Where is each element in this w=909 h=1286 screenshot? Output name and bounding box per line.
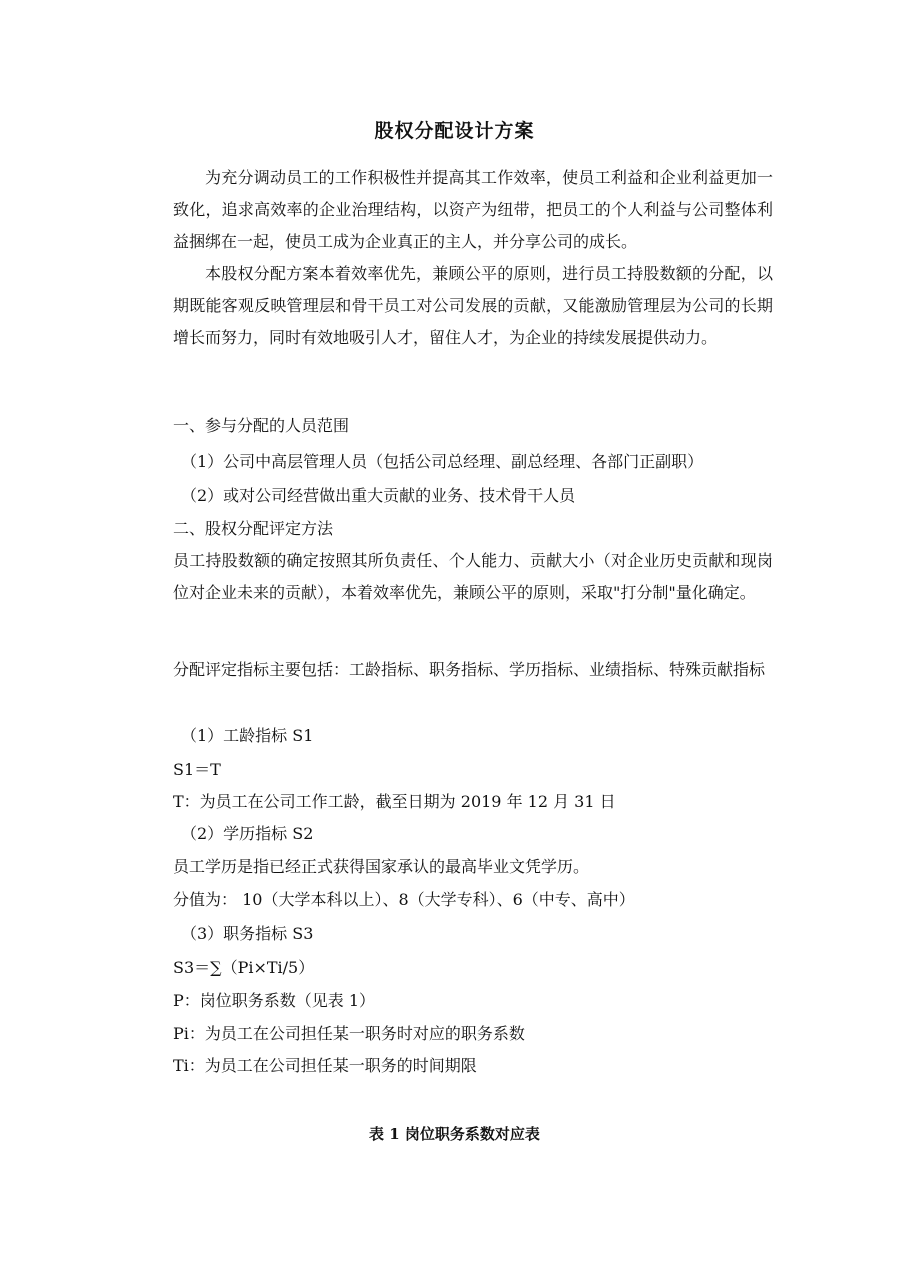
indicator-s1-heading: （1）工龄指标 S1: [181, 726, 314, 745]
intro-paragraph-2: 本股权分配方案本着效率优先，兼顾公平的原则，进行员工持股数额的分配，以期既能客观反映管理层和骨干员工对公司发展的贡献，又能激励管理层为公司的长期增长而努力，同时有效地吸引人才，留住人才，为企业的持续发展提供动力。: [173, 264, 773, 347]
intro-paragraph-1: 为充分调动员工的工作积极性并提高其工作效率，使员工利益和企业利益更加一致化，追求高效率的企业治理结构，以资产为纽带，把员工的个人利益与公司整体利益捆绑在一起，使员工成为企业真正的主人，并分享公司的成长。: [173, 168, 773, 251]
indicator-s1-definition: T：为员工在公司工作工龄，截至日期为 2019 年 12 月 31 日: [173, 792, 616, 811]
section-2-paragraph-2: 分配评定指标主要包括：工龄指标、职务指标、学历指标、业绩指标、特殊贡献指标: [173, 660, 766, 679]
indicator-s3-formula: S3＝∑（Pi×Ti/5）: [173, 958, 315, 977]
intro-block: [173, 162, 773, 354]
section-1-item-2: （2）或对公司经营做出重大贡献的业务、技术骨干人员: [181, 486, 576, 505]
indicator-s1-formula: S1＝T: [173, 760, 221, 779]
section-1-item-1: （1）公司中高层管理人员（包括公司总经理、副总经理、各部门正副职）: [181, 452, 704, 471]
indicator-s3-p-definition: P：岗位职务系数（见表 1）: [173, 991, 376, 1010]
document-title: 股权分配设计方案: [374, 120, 535, 142]
indicator-s2-heading: （2）学历指标 S2: [181, 824, 314, 843]
indicator-s3-ti-definition: Ti：为员工在公司担任某一职务的时间期限: [173, 1056, 477, 1075]
table-caption: 表 1 岗位职务系数对应表: [369, 1125, 540, 1143]
indicator-s3-heading: （3）职务指标 S3: [181, 924, 314, 943]
section-2-paragraph-1: 员工持股数额的确定按照其所负责任、个人能力、贡献大小（对企业历史贡献和现岗位对企业未来的贡献），本着效率优先，兼顾公平的原则，采取"打分制"量化确定。: [173, 551, 773, 602]
indicator-s2-definition: 员工学历是指已经正式获得国家承认的最高毕业文凭学历。: [173, 857, 590, 876]
indicator-s2-values: 分值为： 10（大学本科以上）、8（大学专科）、6（中专、高中）: [173, 890, 635, 909]
section-1-heading: 一、参与分配的人员范围: [173, 416, 350, 435]
section-2-heading: 二、股权分配评定方法: [173, 519, 334, 538]
indicator-s3-pi-definition: Pi：为员工在公司担任某一职务时对应的职务系数: [173, 1024, 525, 1043]
